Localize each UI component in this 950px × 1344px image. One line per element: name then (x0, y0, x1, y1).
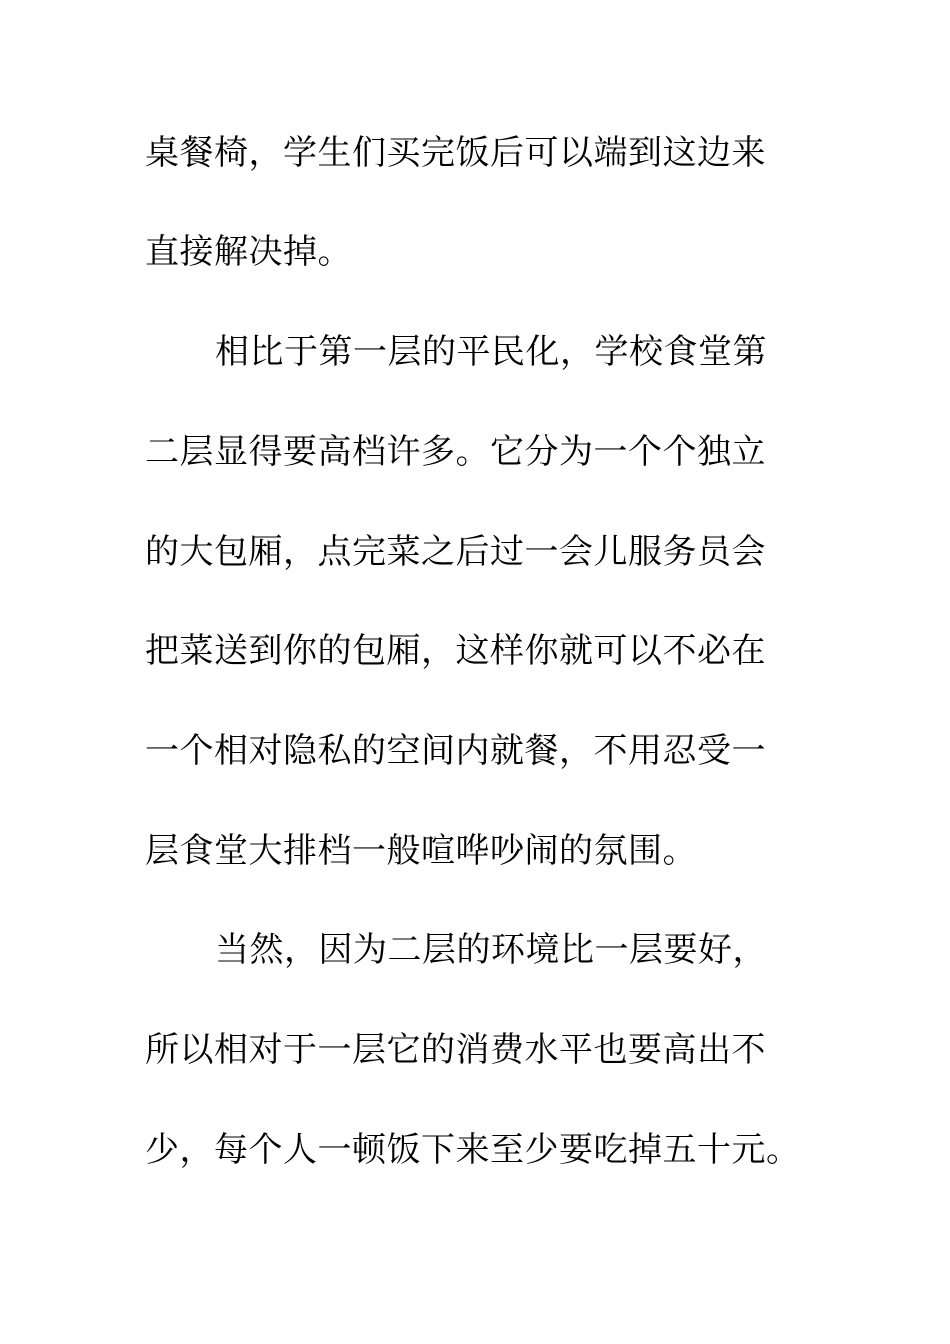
paragraph-first-line: 当然，因为二层的环境比一层要好， (215, 930, 767, 970)
text-line: 少，每个人一顿饭下来至少要吃掉五十元。 (145, 1130, 801, 1170)
text-line: 层食堂大排档一般喧哗吵闹的氛围。 (145, 831, 697, 871)
paragraph-first-line: 相比于第一层的平民化，学校食堂第 (215, 332, 767, 372)
text-line: 把菜送到你的包厢，这样你就可以不必在 (145, 631, 766, 671)
text-line: 所以相对于一层它的消费水平也要高出不 (145, 1030, 766, 1070)
text-line: 直接解决掉。 (145, 232, 352, 272)
text-line: 二层显得要高档许多。它分为一个个独立 (145, 432, 766, 472)
text-line: 桌餐椅，学生们买完饭后可以端到这边来 (145, 133, 766, 173)
text-line: 一个相对隐私的空间内就餐，不用忍受一 (145, 731, 766, 771)
text-line: 的大包厢，点完菜之后过一会儿服务员会 (145, 532, 766, 572)
